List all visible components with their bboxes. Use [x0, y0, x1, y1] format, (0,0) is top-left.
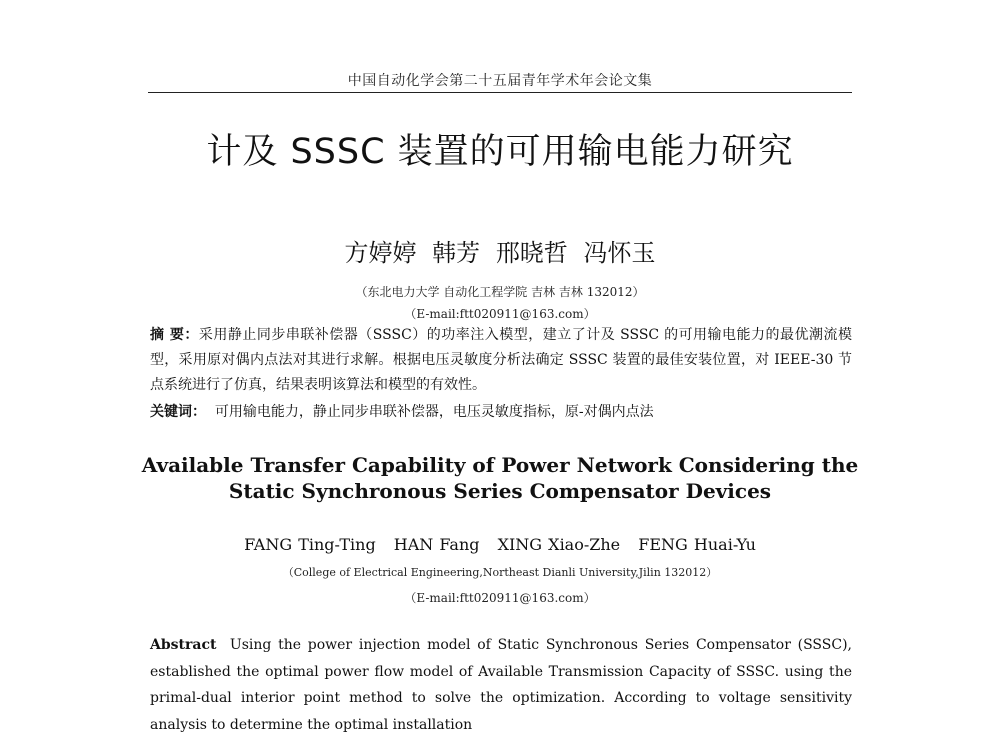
affiliation-cn: （东北电力大学 自动化工程学院 吉林 吉林 132012） [355, 285, 645, 299]
author-cn: 韩芳 [432, 239, 481, 267]
paper-title-en-line: Available Transfer Capability of Power Network Considering the [141, 453, 859, 477]
abstract-cn [150, 323, 852, 398]
author-en: FANG Ting-Ting [244, 535, 376, 554]
authors-cn [0, 233, 1000, 268]
author-en: FENG Huai-Yu [638, 535, 756, 554]
author-en: HAN Fang [393, 535, 480, 554]
keywords-cn-text: 可用输电能力，静止同步串联补偿器，电压灵敏度指标，原-对偶内点法 [214, 404, 654, 420]
email-en: （E-mail:ftt020911@163.com） [404, 591, 596, 605]
abstract-cn-text: 采用静止同步串联补偿器（SSSC）的功率注入模型，建立了计及 SSSC 的可用输电能力的最优潮流模型，采用原对偶内点法对其进行求解。根据电压灵敏度分析法确定 SSSC 装置的最佳安装位置，对 IEEE-30 节点系统进行了仿真，结果表明该算法和模型的有效性。 [150, 327, 852, 393]
authors-en [0, 535, 1000, 554]
paper-title-en [0, 452, 1000, 504]
email-cn: （E-mail:ftt020911@163.com） [404, 307, 596, 321]
paper-title-cn: 计及 SSSC 装置的可用输电能力研究 [206, 132, 794, 172]
header-rule [148, 92, 852, 93]
author-cn: 方婷婷 [344, 239, 417, 267]
paper-title-en-line: Static Synchronous Series Compensator Devices [228, 479, 772, 503]
abstract-en [150, 632, 852, 738]
keywords-cn [150, 400, 852, 425]
author-en: XING Xiao-Zhe [497, 535, 621, 554]
affiliation-en: （College of Electrical Engineering,Northeast Dianli University,Jilin 132012） [282, 566, 718, 579]
abstract-en-label: Abstract [150, 637, 217, 653]
abstract-cn-label: 摘 要： [150, 327, 199, 343]
running-header: 中国自动化学会第二十五届青年学术年会论文集 [347, 73, 653, 89]
author-cn: 邢晓哲 [495, 239, 568, 267]
keywords-cn-label: 关键词： [150, 404, 206, 420]
abstract-en-text: Using the power injection model of Static Synchronous Series Compensator (SSSC), established the optimal power flow model of Available Transmission Capacity of SSSC. using the primal-dual interior point method to solve the optimization. According to voltage sensitivity analysis to determine the optimal installation [150, 637, 852, 733]
author-cn: 冯怀玉 [583, 239, 656, 267]
